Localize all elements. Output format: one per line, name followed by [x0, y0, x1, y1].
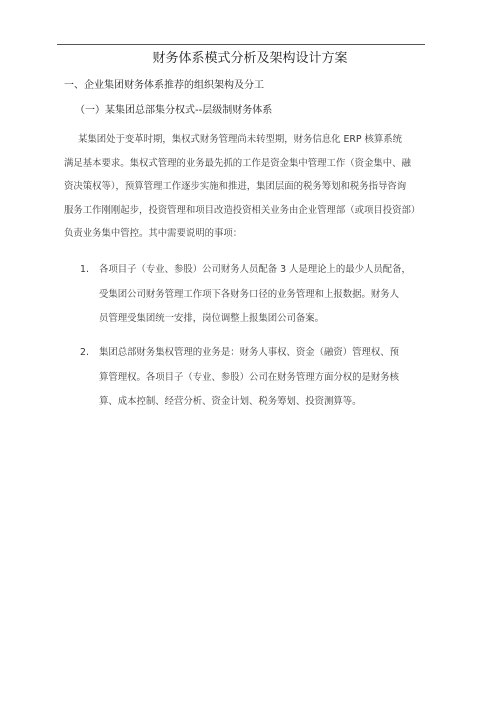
list-line: 各项目子（专业、参股）公司财务人员配备 3 人是理论上的最少人员配备，	[99, 264, 411, 275]
list-item-body	[99, 341, 449, 415]
paragraph-line: 负责业务集中管控。其中需要说明的事项：	[64, 228, 243, 239]
document-title: 财务体系模式分析及架构设计方案	[152, 51, 348, 66]
list-number: 2.	[80, 347, 89, 358]
paragraph-line: 某集团处于变革时期，集权式财务管理尚未转型期，财务信息化 ERP 核算系统	[78, 134, 403, 145]
paragraph-line: 资决策权等），预算管理工作逐步实施和推进，集团层面的税务筹划和税务指导咨询	[64, 181, 407, 192]
list-line: 受集团公司财务管理工作项下各财务口径的业务管理和上报数据。财务人	[99, 288, 400, 300]
section-heading-1: 一、企业集团财务体系推荐的组织架构及分工	[64, 80, 264, 91]
section-heading-2: （一）某集团总部集分权式--层级制财务体系	[75, 105, 273, 116]
list-line: 算管理权。各项目子（专业、参股）公司在财务管理方面分权的是财务核	[99, 371, 400, 383]
list-line: 算、成本控制、经营分析、资金计划、税务筹划、投资测算等。	[99, 396, 362, 407]
list-item-body	[99, 258, 449, 332]
paragraph-line: 满足基本要求。集权式管理的业务最先抓的工作是资金集中管理工作（资金集中、融	[64, 157, 411, 169]
body-paragraph	[64, 128, 444, 246]
list-line: 员管理受集团统一安排，岗位调整上报集团公司备案。	[99, 313, 325, 324]
list-line: 集团总部财务集权管理的业务是：财务人事权、资金（融资）管理权、预	[99, 347, 400, 358]
header-rule	[57, 44, 425, 45]
list-number: 1.	[80, 264, 89, 275]
paragraph-line: 服务工作刚刚起步，投资管理和项目改造投资相关业务由企业管理部（或项目投资部）	[64, 204, 421, 216]
